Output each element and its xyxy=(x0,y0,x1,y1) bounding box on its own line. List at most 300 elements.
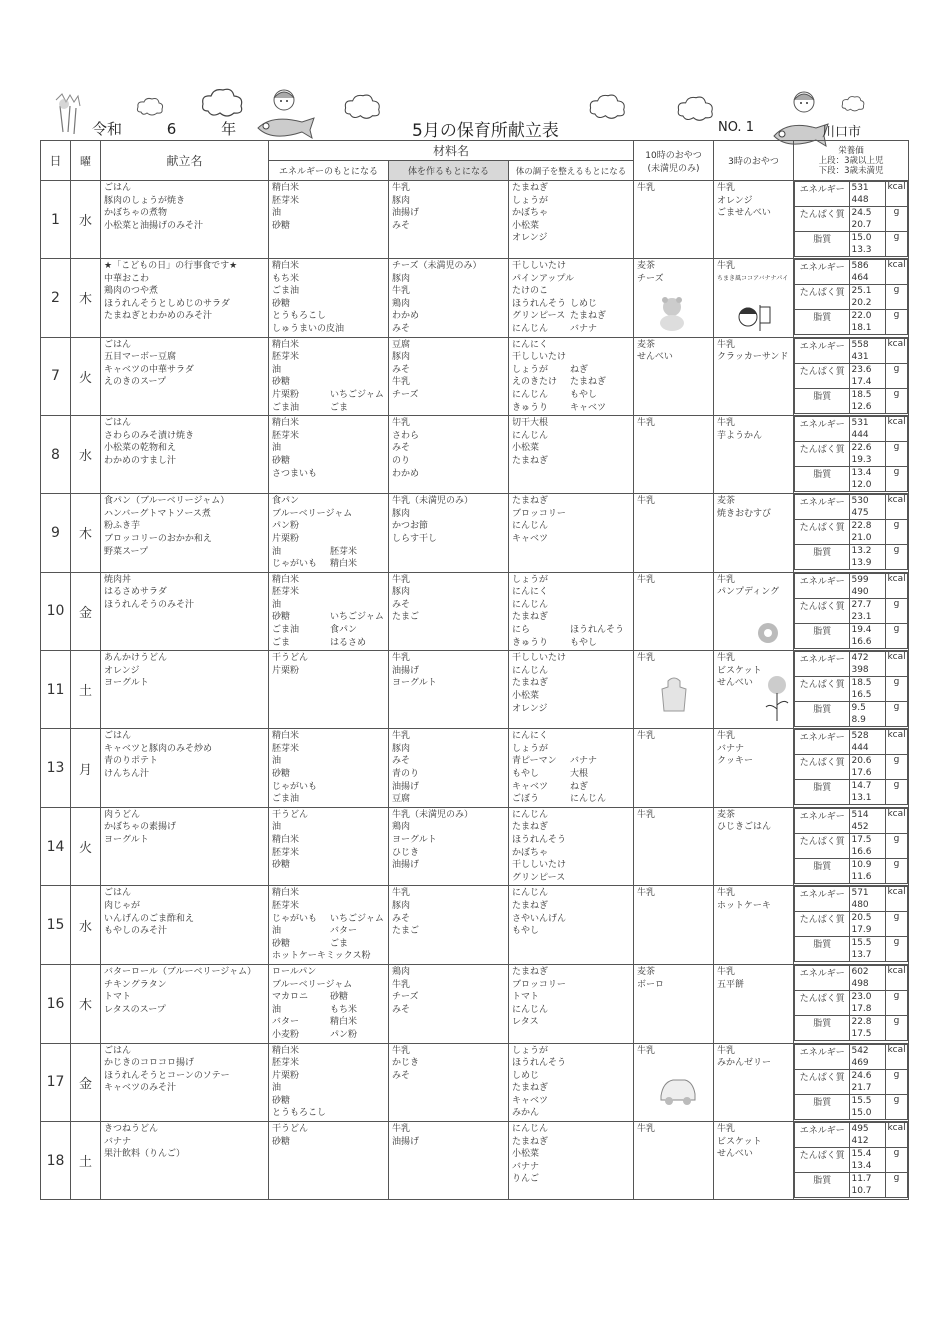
ingredient: 大根 xyxy=(570,769,589,780)
snack-3 xyxy=(714,807,794,886)
menu-dishes-item: わかめのすまし汁 xyxy=(104,455,177,466)
ingredient: にんにく xyxy=(512,587,549,598)
nutrient-label: たんぱく質 xyxy=(795,598,850,623)
nutrient-values xyxy=(850,730,886,755)
ingredient-line xyxy=(272,195,385,208)
nutrient-label: 脂質 xyxy=(795,780,850,805)
body-ingredients-item: たまご xyxy=(392,926,420,937)
ingredient-line xyxy=(272,495,385,508)
ingredient: もち米 xyxy=(330,1004,358,1015)
flower-illustration xyxy=(748,613,788,653)
snack-3-item: バナナ xyxy=(717,743,745,754)
ingredient-line xyxy=(272,847,385,860)
snack-10-item: 牛乳 xyxy=(637,731,656,742)
snack-3-item: せんべい xyxy=(717,678,753,689)
ingredient: 砂糖 xyxy=(272,860,291,871)
menu-dishes-item: 焼肉丼 xyxy=(104,574,132,585)
ingredient: 精白米 xyxy=(272,183,300,193)
ingredient-line xyxy=(272,558,385,571)
ingredient: きゅうり xyxy=(512,402,549,413)
body-ingredients-item: みそ xyxy=(392,913,411,924)
nutrient-label: エネルギー xyxy=(795,417,850,442)
weekday: 木 xyxy=(71,964,101,1043)
nutrient-values xyxy=(850,858,886,883)
body-ingredients-item: みそ xyxy=(392,443,411,454)
ingredient: しゅうまいの皮 xyxy=(272,323,336,334)
nutrition-values xyxy=(794,651,909,729)
energy-ingredients xyxy=(269,886,389,965)
ingredient: しめじ xyxy=(570,298,598,309)
ingredient: 小松菜 xyxy=(512,691,540,702)
ingredient: 精白米 xyxy=(272,1045,300,1056)
body-ingredients xyxy=(389,886,509,965)
snack-10 xyxy=(634,651,714,729)
day-row xyxy=(41,651,909,729)
body-ingredients-item: 青のり xyxy=(392,769,420,780)
snack-3-item: ホットケーキ xyxy=(717,900,771,911)
nutrition-subtable xyxy=(794,494,908,570)
ingredient-line xyxy=(272,821,385,834)
ingredient: バナナ xyxy=(570,323,598,334)
ingredient: 干ししいたけ xyxy=(512,352,567,363)
ingredient: にんにく xyxy=(512,339,549,350)
body-ingredients-item: みそ xyxy=(392,323,411,334)
unit: g xyxy=(886,363,908,388)
nutrient-values xyxy=(850,965,886,990)
value-upper: 599 xyxy=(851,574,869,585)
value-lower: 469 xyxy=(851,1057,869,1068)
ingredient: にんじん xyxy=(512,323,549,334)
value-lower: 20.7 xyxy=(851,220,872,230)
snack-10-item: 麦茶 xyxy=(637,966,656,977)
body-ingredients-item: チーズ xyxy=(392,992,419,1003)
body-ingredients-item: みそ xyxy=(392,220,411,231)
snack-3-item: 焼きおむすび xyxy=(717,508,772,519)
menu-dishes-item: 鶏肉のつや煮 xyxy=(104,286,159,297)
unit: g xyxy=(886,912,908,937)
snack-3-item: ビスケット xyxy=(717,1136,762,1147)
ingredient: にんじん xyxy=(570,794,607,805)
ingredient-line xyxy=(512,690,630,703)
ingredient: 胚芽米 xyxy=(272,195,300,206)
unit: kcal xyxy=(886,1044,908,1069)
ingredient-line xyxy=(272,768,385,781)
weekday: 木 xyxy=(71,259,101,338)
value-upper: 20.6 xyxy=(851,756,872,767)
energy-ingredients xyxy=(269,807,389,886)
ingredient: にら xyxy=(512,625,531,636)
unit: g xyxy=(886,1015,908,1040)
ingredient: トマト xyxy=(512,992,540,1003)
snack-3-item: みかんゼリー xyxy=(717,1058,772,1069)
snack-10-item: 麦茶 xyxy=(637,261,656,271)
unit: kcal xyxy=(886,965,908,990)
ingredient-line xyxy=(272,298,385,311)
ingredient-line xyxy=(512,611,630,624)
menu-dishes-item: チキングラタン xyxy=(104,979,167,990)
ingredient: 砂糖 xyxy=(272,377,291,388)
value-upper: 15.4 xyxy=(851,1149,872,1160)
nutrient-label: 脂質 xyxy=(795,1173,850,1198)
ingredient-line xyxy=(512,793,630,806)
value-lower: 13.3 xyxy=(851,245,872,255)
ingredient-line xyxy=(272,1107,385,1120)
ingredient: 胚芽米 xyxy=(272,847,300,858)
nutrition-subtable xyxy=(794,886,908,962)
ingredient: 片栗粉 xyxy=(272,389,300,400)
ingredient: ブルーベリージャム xyxy=(272,508,353,519)
value-lower: 17.9 xyxy=(851,925,872,936)
nutrient-values xyxy=(850,1148,886,1173)
ingredient: 胚芽米 xyxy=(272,743,300,754)
fat-row xyxy=(795,780,908,805)
ingredient: 胚芽米 xyxy=(272,1058,300,1069)
menu-dishes-item: キャベツと豚肉のみそ炒め xyxy=(104,743,213,754)
nutrition-values xyxy=(794,807,909,886)
ingredient-line xyxy=(512,979,630,992)
nutrient-label: 脂質 xyxy=(795,858,850,883)
ingredient-line xyxy=(272,887,385,900)
ingredient-line xyxy=(512,900,630,913)
protein-row xyxy=(795,755,908,780)
body-ingredients-item: たまご xyxy=(392,612,420,623)
snack-3 xyxy=(714,259,794,338)
value-lower: 16.6 xyxy=(851,636,872,647)
unit: kcal xyxy=(886,573,908,598)
snack-3 xyxy=(714,1043,794,1122)
nutrient-values xyxy=(850,887,886,912)
value-upper: 15.5 xyxy=(851,938,872,949)
nutrition-subtable xyxy=(794,416,908,492)
nutrient-values xyxy=(850,808,886,833)
ingredient-line xyxy=(512,298,630,311)
value-lower: 11.6 xyxy=(851,871,872,882)
ingredient-line xyxy=(272,624,385,637)
nutrient-label: たんぱく質 xyxy=(795,520,850,545)
energy-row xyxy=(795,808,908,833)
ingredient: ごま xyxy=(330,938,349,949)
body-ingredients-item: 牛乳 xyxy=(392,1124,411,1135)
day-row xyxy=(41,964,909,1043)
ingredient: にんじん xyxy=(512,521,549,532)
nutrient-values xyxy=(850,388,886,413)
ingredient: はるさめ xyxy=(330,637,367,648)
snack-10-note: (未満児のみ) xyxy=(647,163,700,174)
fat-row xyxy=(795,545,908,570)
value-lower: 13.7 xyxy=(851,950,872,961)
ingredient: いちごジャム xyxy=(330,612,384,623)
ingredient: たまねぎ xyxy=(512,1083,549,1094)
value-lower: 17.8 xyxy=(851,1003,872,1014)
nutrient-label: 脂質 xyxy=(795,623,850,648)
value-upper: 20.5 xyxy=(851,913,872,924)
menu-dishes-item: 野菜スープ xyxy=(104,546,149,557)
ingredient-line xyxy=(512,273,630,286)
menu-dishes-item: ヨーグルト xyxy=(104,835,149,845)
value-upper: 10.9 xyxy=(851,859,872,870)
value-upper: 18.5 xyxy=(851,389,872,400)
ingredient: ロールパン xyxy=(272,966,317,977)
energy-row xyxy=(795,965,908,990)
menu-dishes xyxy=(101,494,269,573)
fat-row xyxy=(795,1173,908,1198)
energy-ingredients xyxy=(269,964,389,1043)
snack-3 xyxy=(714,886,794,965)
condition-ingredients xyxy=(509,416,634,494)
unit: g xyxy=(886,467,908,492)
ingredient: しょうが xyxy=(512,195,549,206)
snack-10-item: 牛乳 xyxy=(637,888,656,899)
value-lower: 13.9 xyxy=(851,558,872,569)
nutrient-label: 脂質 xyxy=(795,702,850,727)
value-lower: 475 xyxy=(851,508,869,519)
snack-10-item: 麦茶 xyxy=(637,339,656,350)
unit: g xyxy=(886,990,908,1015)
snack-3-item: クッキー xyxy=(717,756,754,767)
unit: g xyxy=(886,285,908,310)
nutrient-label: エネルギー xyxy=(795,652,850,677)
nutrient-values xyxy=(850,182,886,207)
ingredient: ごま油 xyxy=(272,794,300,805)
ingredient: たまねぎ xyxy=(512,900,549,911)
header-snack-10 xyxy=(634,141,714,181)
menu-dishes-item: 小松菜と油揚げのみそ汁 xyxy=(104,220,204,231)
ingredient: 砂糖 xyxy=(272,612,291,623)
nutrient-label: エネルギー xyxy=(795,965,850,990)
menu-dishes-item: たまねぎとわかめのみそ汁 xyxy=(104,311,213,322)
body-ingredients-item: チーズ xyxy=(392,389,419,400)
cloud-icon xyxy=(676,94,716,124)
condition-ingredients xyxy=(509,651,634,729)
ingredient: 片栗粉 xyxy=(272,665,300,676)
condition-ingredients xyxy=(509,494,634,573)
body-ingredients-item: 豚肉 xyxy=(392,273,411,284)
unit: g xyxy=(886,677,908,702)
nutrient-label: エネルギー xyxy=(795,182,850,207)
value-upper: 13.2 xyxy=(851,546,872,557)
ingredient-line xyxy=(272,364,385,377)
value-upper: 22.8 xyxy=(851,1016,872,1027)
unit: kcal xyxy=(886,495,908,520)
ingredient: バナナ xyxy=(512,1161,540,1172)
unit: kcal xyxy=(886,182,908,207)
body-ingredients-item: 牛乳 xyxy=(392,1045,411,1056)
body-ingredients xyxy=(389,1122,509,1200)
value-lower: 452 xyxy=(851,821,869,832)
fat-row xyxy=(795,937,908,962)
unit: g xyxy=(886,1148,908,1173)
snack-3-item: せんべい xyxy=(717,1149,753,1160)
body-ingredients-item: かじき xyxy=(392,1058,420,1069)
menu-dishes-item: かぼちゃの煮物 xyxy=(104,208,168,219)
ingredient: マカロニ xyxy=(272,992,309,1003)
day-number: 16 xyxy=(41,964,71,1043)
ingredient-line xyxy=(512,665,630,678)
unit: g xyxy=(886,442,908,467)
menu-dishes-item: さわらのみそ漬け焼き xyxy=(104,430,195,441)
value-upper: 24.6 xyxy=(851,1070,872,1081)
ingredient-line xyxy=(272,285,385,298)
ingredient-line xyxy=(512,913,630,926)
unit: kcal xyxy=(886,887,908,912)
ingredient-line xyxy=(512,743,630,756)
nutrition-values xyxy=(794,494,909,573)
nutrient-label: エネルギー xyxy=(795,260,850,285)
ingredient-line xyxy=(272,1016,385,1029)
nutrition-subtable xyxy=(794,259,908,335)
ingredient-line xyxy=(272,1045,385,1058)
ingredient: にんじん xyxy=(512,389,549,400)
body-ingredients-item: さわら xyxy=(392,430,420,441)
day-number: 8 xyxy=(41,416,71,494)
ingredient: オレンジ xyxy=(512,703,548,714)
snack-3-item: 牛乳 xyxy=(717,418,736,429)
snack-3-item: 牛乳 xyxy=(717,653,736,664)
ingredient: 砂糖 xyxy=(330,992,349,1003)
ingredient-line xyxy=(272,273,385,286)
fat-row xyxy=(795,623,908,648)
body-ingredients-item: 牛乳 xyxy=(392,653,411,664)
day-row xyxy=(41,181,909,259)
ingredient-line xyxy=(512,574,630,587)
ingredient-line xyxy=(512,495,630,508)
energy-ingredients xyxy=(269,337,389,416)
value-lower: 20.2 xyxy=(851,298,872,308)
ingredient: にんじん xyxy=(512,430,549,441)
value-lower: 21.7 xyxy=(851,1082,872,1093)
ingredient: 胚芽米 xyxy=(272,587,300,598)
snack-10 xyxy=(634,1043,714,1122)
body-ingredients-item: みそ xyxy=(392,364,411,375)
nutrient-values xyxy=(850,495,886,520)
value-upper: 15.5 xyxy=(851,1095,872,1106)
header-weekday: 曜 xyxy=(71,141,101,181)
body-ingredients xyxy=(389,337,509,416)
snack-10-item: ボーロ xyxy=(637,979,665,990)
protein-row xyxy=(795,990,908,1015)
condition-ingredients xyxy=(509,886,634,965)
ingredient: 胚芽米 xyxy=(330,546,358,557)
snack-10 xyxy=(634,337,714,416)
nutrition-subtable xyxy=(794,729,908,805)
snack-3-item: 牛乳 xyxy=(717,1124,736,1135)
ingredient: バター xyxy=(272,1017,300,1028)
nutrient-values xyxy=(850,417,886,442)
car-illustration xyxy=(652,1070,702,1110)
ingredient-line xyxy=(512,599,630,612)
carp-streamer-pole-icon xyxy=(48,92,88,137)
body-ingredients-item: わかめ xyxy=(392,468,420,479)
value-upper: 22.6 xyxy=(851,443,872,454)
ingredient: 小麦粉 xyxy=(272,1029,300,1040)
nutrition-values xyxy=(794,964,909,1043)
energy-ingredients xyxy=(269,651,389,729)
ingredient: 砂糖 xyxy=(272,1095,291,1106)
day-number: 1 xyxy=(41,181,71,259)
ingredient: キャベツ xyxy=(512,1095,549,1106)
nutrient-label: 脂質 xyxy=(795,937,850,962)
ingredient-line xyxy=(512,402,630,415)
snack-10 xyxy=(634,807,714,886)
ingredient-line xyxy=(272,310,385,323)
energy-row xyxy=(795,887,908,912)
snack-10 xyxy=(634,416,714,494)
nutrition-values xyxy=(794,729,909,808)
ingredient: バナナ xyxy=(570,756,598,767)
weekday: 土 xyxy=(71,651,101,729)
ingredient: 片栗粉 xyxy=(272,533,300,544)
body-ingredients-item: 牛乳 xyxy=(392,183,411,193)
unit: g xyxy=(886,702,908,727)
nutrition-subtable xyxy=(794,651,908,727)
nutrient-values xyxy=(850,207,886,232)
value-lower: 490 xyxy=(851,586,869,597)
weekday: 金 xyxy=(71,1043,101,1122)
nutrition-values xyxy=(794,416,909,494)
ingredient-line xyxy=(272,730,385,743)
ingredient: 砂糖 xyxy=(272,455,291,466)
snack-10-item: 牛乳 xyxy=(637,809,656,820)
weekday: 水 xyxy=(71,886,101,965)
value-upper: 495 xyxy=(851,1124,869,1135)
ingredient: 油 xyxy=(272,443,282,454)
snack-10-item: チーズ xyxy=(637,273,664,284)
unit: kcal xyxy=(886,730,908,755)
ingredient: しょうが xyxy=(512,1045,549,1056)
header-nutrition xyxy=(794,141,909,181)
menu-dishes-item: きつねうどん xyxy=(104,1124,159,1135)
ingredient-line xyxy=(272,260,385,273)
ingredient-line xyxy=(512,1057,630,1070)
ingredient: にんじん xyxy=(512,665,549,676)
snack-3-item: 五平餅 xyxy=(717,979,745,990)
nutrient-label: たんぱく質 xyxy=(795,285,850,310)
energy-row xyxy=(795,338,908,363)
ingredient: グリンピース xyxy=(512,872,566,883)
ingredient: 油 xyxy=(272,822,282,833)
ingredient-line xyxy=(272,793,385,806)
menu-dishes xyxy=(101,259,269,338)
ingredient: ねぎ xyxy=(570,364,589,375)
value-upper: 571 xyxy=(851,888,869,899)
ingredient: たまねぎ xyxy=(512,455,549,466)
unit: g xyxy=(886,858,908,883)
menu-dishes-item: 青のりポテト xyxy=(104,756,159,767)
menu-dishes-item: はるさめサラダ xyxy=(104,587,167,598)
ingredient-line xyxy=(272,809,385,822)
ingredient: 胚芽米 xyxy=(272,900,300,911)
ingredient: 干ししいたけ xyxy=(512,261,567,271)
header-snack-3: 3時のおやつ xyxy=(714,141,794,181)
ingredient-line xyxy=(272,402,385,415)
ingredient-line xyxy=(272,652,385,665)
nutrient-label: エネルギー xyxy=(795,1044,850,1069)
value-upper: 27.7 xyxy=(851,599,872,610)
ingredient-line xyxy=(272,1095,385,1108)
ingredient-line xyxy=(272,900,385,913)
ingredient-line xyxy=(512,351,630,364)
menu-dishes-item: 肉じゃが xyxy=(104,900,141,911)
menu-dishes-item: ごはん xyxy=(104,418,132,429)
value-upper: 514 xyxy=(851,809,869,820)
energy-ingredients xyxy=(269,1122,389,1200)
menu-dishes-item: キャベツの中華サラダ xyxy=(104,364,194,375)
snack-3-item: 麦茶 xyxy=(717,809,736,820)
body-ingredients xyxy=(389,1043,509,1122)
ingredient: ほうれんそう xyxy=(512,1058,567,1069)
ingredient: しょうが xyxy=(512,364,549,375)
nutrient-label: 脂質 xyxy=(795,232,850,257)
